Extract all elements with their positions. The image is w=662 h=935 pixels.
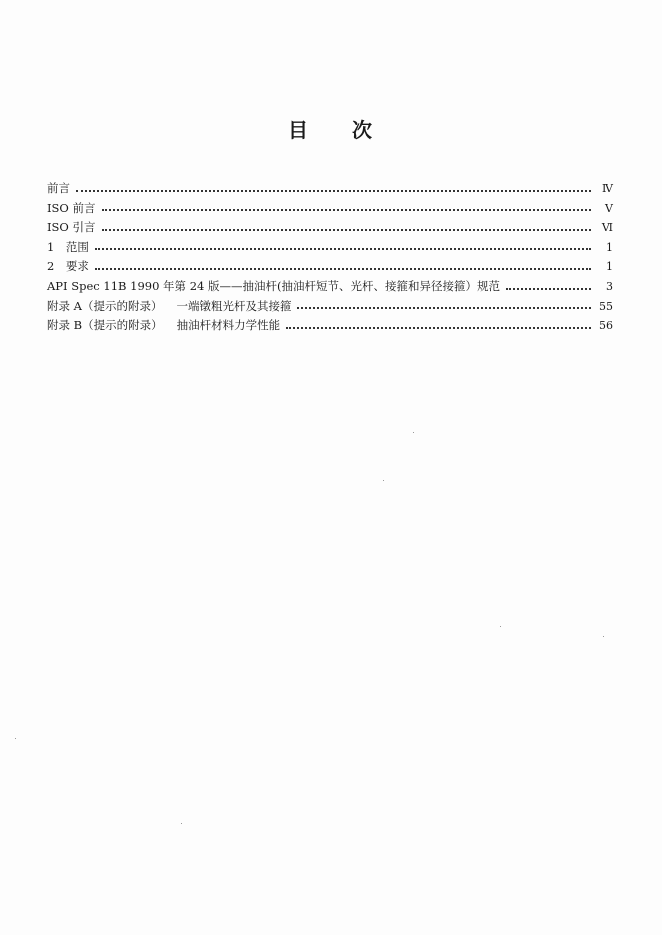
toc-entry-iso-introduction[interactable] <box>47 219 613 239</box>
toc-page-number: Ⅴ <box>605 201 613 215</box>
scan-speck <box>181 823 182 824</box>
toc-dot-leader <box>297 307 591 309</box>
toc-entry-label-title: 一端镦粗光杆及其接箍 <box>176 298 292 313</box>
toc-page-number: Ⅳ <box>602 182 613 195</box>
toc-entry-label-prefix: 附录 A（提示的附录） <box>47 298 163 313</box>
toc-entry-api-spec[interactable] <box>47 278 613 298</box>
toc-dot-leader <box>102 209 591 211</box>
toc-dot-leader <box>95 248 591 250</box>
toc-page-number: 1 <box>606 240 613 254</box>
toc-entry-scope[interactable] <box>47 239 613 259</box>
toc-entry-label: ISO 前言 <box>47 200 96 215</box>
toc-entry-appendix-b[interactable] <box>47 317 613 337</box>
toc-dot-leader <box>102 229 591 231</box>
toc-page-number: 1 <box>606 260 613 274</box>
toc-entry-label-title: 抽油杆材料力学性能 <box>176 318 281 333</box>
toc-entry-foreword[interactable] <box>47 180 613 200</box>
toc-page-number: 55 <box>599 299 613 313</box>
scan-speck <box>413 432 414 433</box>
title-part-2: 次 <box>352 118 374 142</box>
toc-entry-appendix-a[interactable] <box>47 298 613 318</box>
toc-entry-label: ISO 引言 <box>47 220 96 235</box>
table-of-contents <box>47 180 613 337</box>
toc-entry-label: API Spec 11B 1990 年第 24 版——抽油杆(抽油杆短节、光杆、接箍和异径接箍）规范 <box>47 278 500 293</box>
toc-page-number: 56 <box>599 319 613 333</box>
scan-speck <box>15 738 16 739</box>
scan-speck <box>500 626 501 627</box>
toc-entry-label: 1 范围 <box>47 239 89 254</box>
title-part-1: 目 <box>288 118 310 142</box>
page-title <box>0 114 662 143</box>
toc-entry-label: 2 要求 <box>47 259 89 274</box>
toc-entry-label: 前言 <box>47 181 70 195</box>
toc-page-number: Ⅵ <box>601 221 613 235</box>
toc-dot-leader <box>95 268 591 270</box>
toc-entry-label <box>47 298 295 314</box>
toc-dot-leader <box>506 288 591 290</box>
toc-dot-leader <box>76 190 591 192</box>
scan-speck <box>603 636 604 637</box>
toc-dot-leader <box>286 327 591 329</box>
scan-speck <box>383 480 384 481</box>
toc-entry-iso-foreword[interactable] <box>47 200 613 220</box>
toc-entry-label <box>47 317 284 333</box>
toc-entry-requirements[interactable] <box>47 258 613 278</box>
toc-page-number: 3 <box>606 279 613 293</box>
toc-entry-label-prefix: 附录 B（提示的附录） <box>47 318 163 333</box>
